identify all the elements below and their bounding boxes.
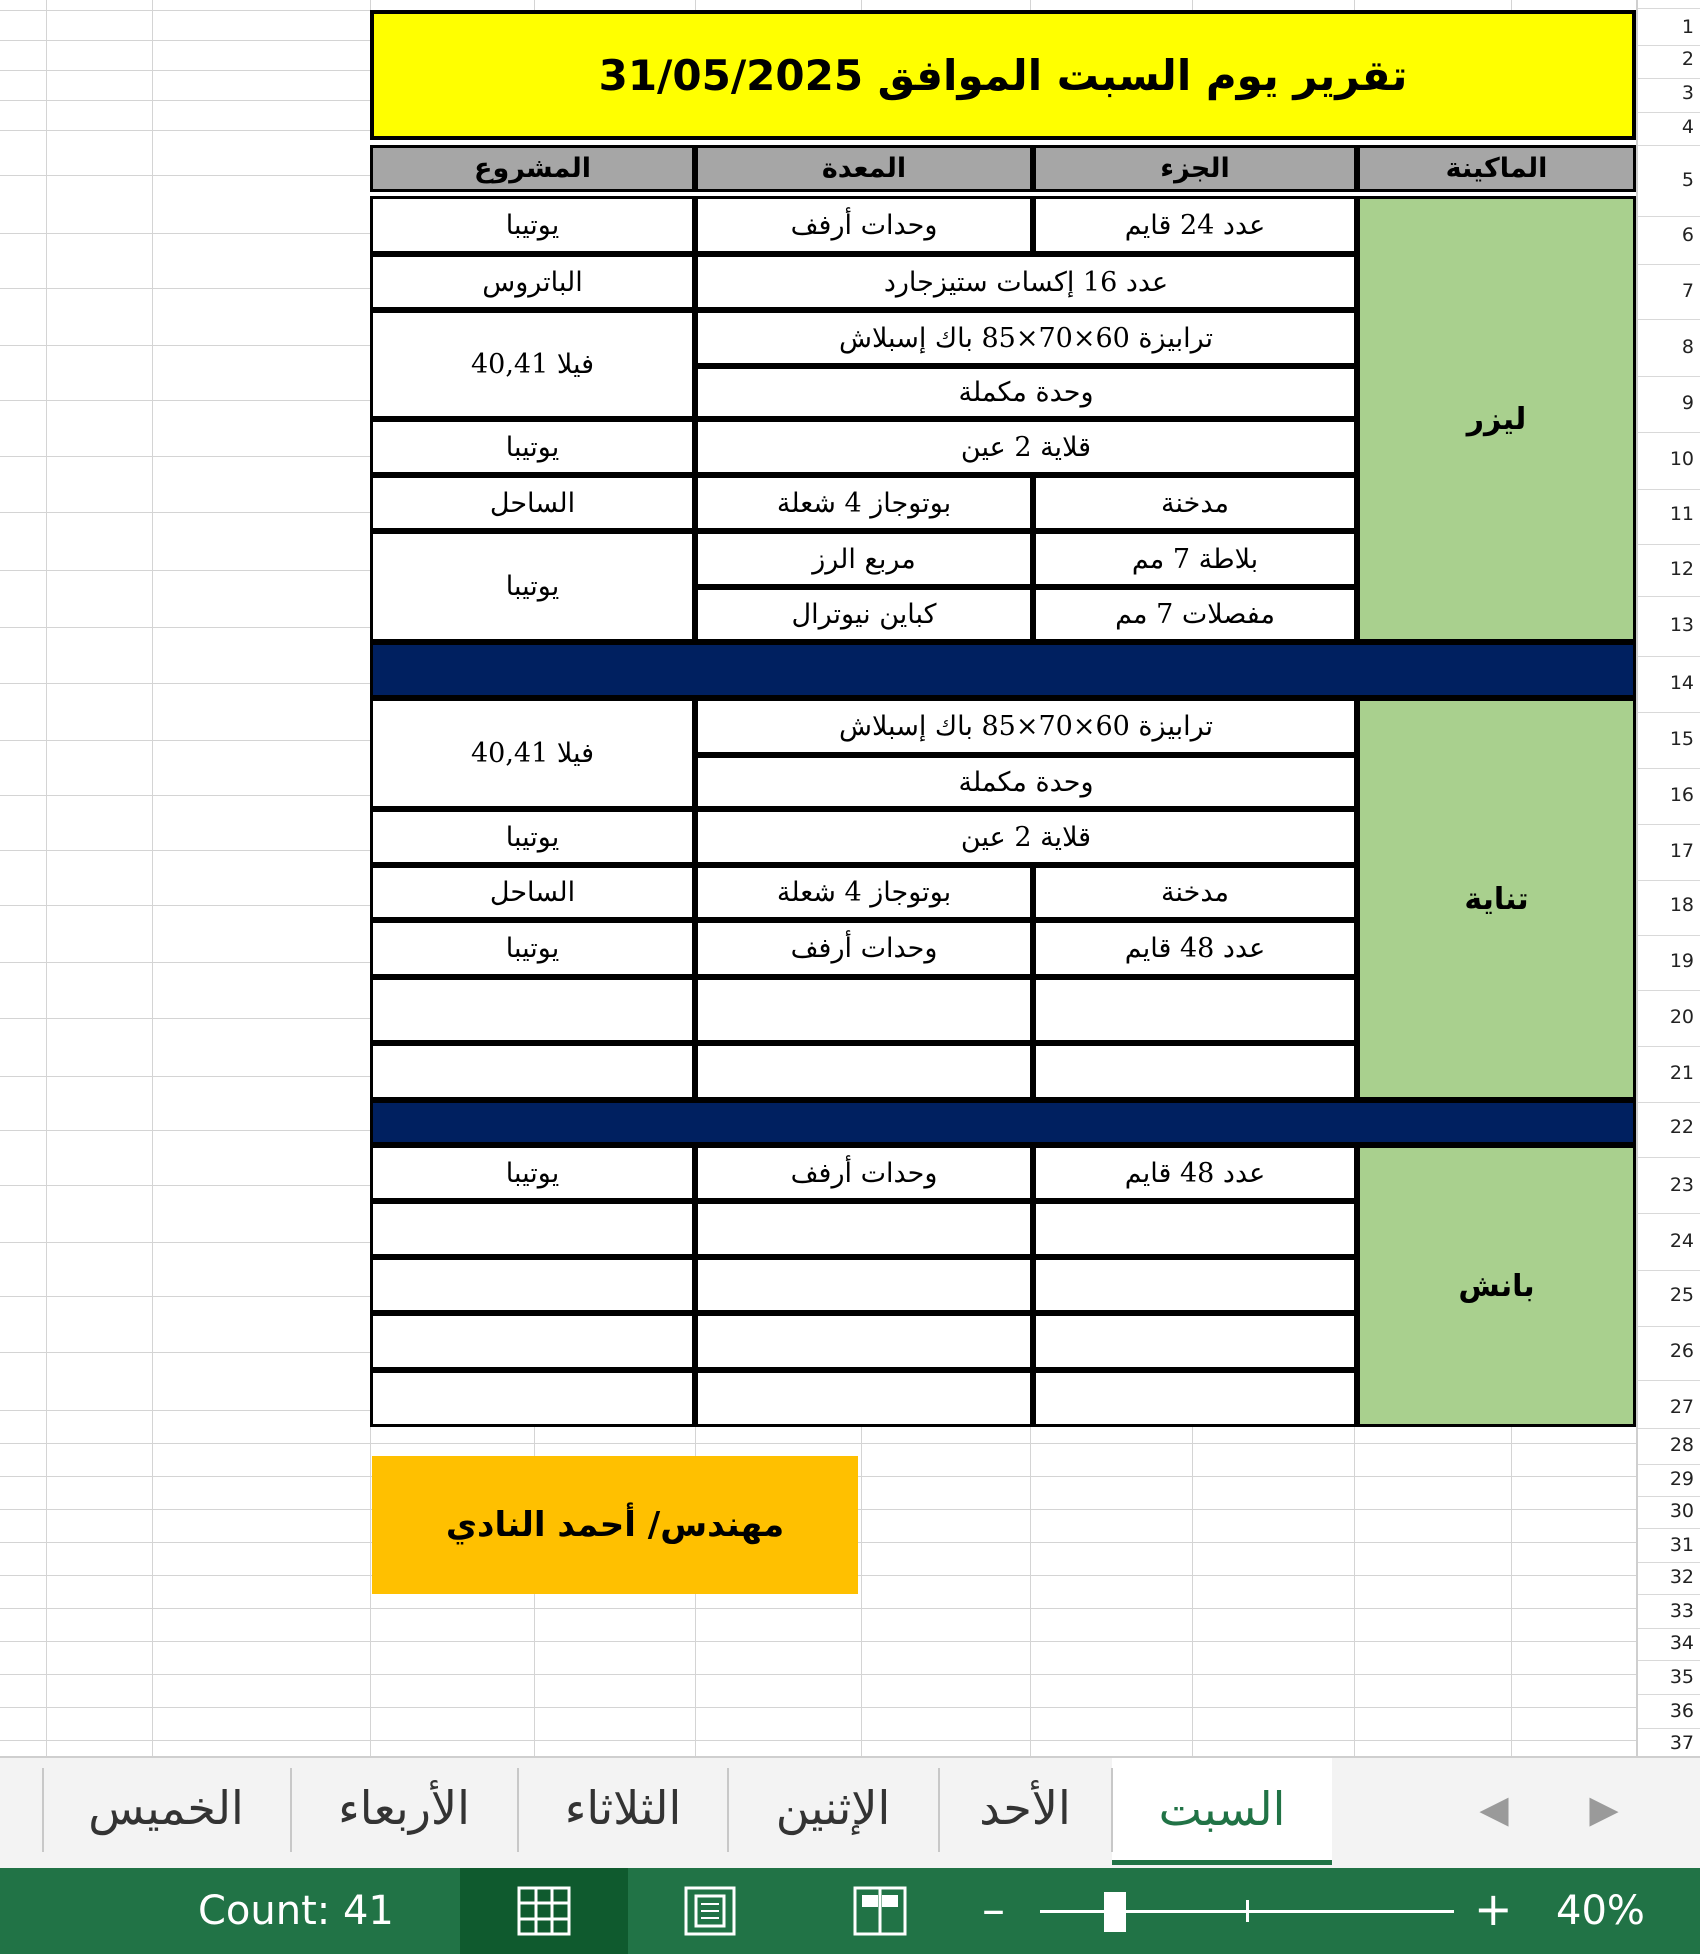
row-number[interactable]: 19 — [1669, 950, 1694, 972]
row-header-divider — [1638, 1270, 1700, 1271]
row-header-divider — [1638, 1694, 1700, 1695]
grid-row-line — [0, 1641, 1636, 1642]
grid-row-line — [0, 1674, 1636, 1675]
row-header-divider — [1638, 880, 1700, 881]
table-cell[interactable]: عدد 48 قايم — [1033, 1145, 1357, 1201]
row-number[interactable]: 27 — [1669, 1396, 1694, 1418]
header-part[interactable]: الجزء — [1033, 145, 1357, 192]
table-cell[interactable]: مدخنة — [1033, 865, 1357, 920]
empty-cell[interactable] — [695, 1043, 1033, 1100]
table-cell[interactable]: فيلا 40,41 — [370, 310, 695, 419]
table-cell[interactable]: وحدة مكملة — [695, 366, 1357, 419]
row-number[interactable]: 10 — [1669, 448, 1694, 470]
empty-cell[interactable] — [695, 977, 1033, 1043]
empty-cell[interactable] — [1033, 1201, 1357, 1257]
empty-cell[interactable] — [1033, 1370, 1357, 1427]
empty-cell[interactable] — [370, 1370, 695, 1427]
empty-cell[interactable] — [695, 1257, 1033, 1313]
table-cell[interactable]: ترابيزة 60×70×85 باك إسبلاش — [695, 310, 1357, 366]
daily-report-table — [370, 10, 1636, 1427]
row-header-divider — [1638, 1562, 1700, 1563]
row-header-divider — [1638, 1496, 1700, 1497]
grid-column-line — [46, 0, 47, 1756]
tab-divider — [290, 1768, 292, 1852]
row-header-divider — [1638, 1628, 1700, 1629]
table-cell[interactable]: مفصلات 7 مم — [1033, 587, 1357, 642]
page-break-view-button[interactable] — [830, 1868, 930, 1954]
tab-divider — [1111, 1768, 1113, 1852]
selection-count: Count: 41 — [198, 1888, 394, 1934]
row-header-divider — [1638, 935, 1700, 936]
row-number[interactable]: 23 — [1669, 1174, 1694, 1196]
row-number[interactable]: 1 — [1681, 16, 1694, 38]
zoom-slider-midpoint — [1246, 1900, 1249, 1922]
table-cell[interactable]: يوتيبا — [370, 196, 695, 254]
row-number[interactable]: 28 — [1669, 1434, 1694, 1456]
prev-sheet-arrow-icon[interactable]: ◀ — [1479, 1787, 1509, 1831]
row-number[interactable]: 18 — [1669, 894, 1694, 916]
table-cell[interactable]: عدد 48 قايم — [1033, 920, 1357, 977]
table-cell[interactable]: مربع الرز — [695, 531, 1033, 587]
machine-punch[interactable]: بانش — [1357, 1145, 1636, 1427]
row-number[interactable]: 3 — [1681, 82, 1694, 104]
row-number[interactable]: 2 — [1681, 48, 1694, 70]
empty-cell[interactable] — [370, 977, 695, 1043]
table-cell[interactable]: يوتيبا — [370, 1145, 695, 1201]
zoom-slider-thumb[interactable] — [1104, 1892, 1126, 1932]
row-header-divider — [1638, 8, 1700, 9]
empty-cell[interactable] — [370, 1201, 695, 1257]
header-project[interactable]: المشروع — [370, 145, 695, 192]
row-number[interactable]: 29 — [1669, 1468, 1694, 1490]
grid-row-line — [0, 1608, 1636, 1609]
machine-bending[interactable]: تناية — [1357, 698, 1636, 1100]
row-header-divider — [1638, 824, 1700, 825]
row-number[interactable]: 17 — [1669, 840, 1694, 862]
table-cell[interactable]: بوتوجاز 4 شعلة — [695, 865, 1033, 920]
table-cell[interactable]: قلاية 2 عين — [695, 419, 1357, 475]
header-machine[interactable]: الماكينة — [1357, 145, 1636, 192]
tab-sunday[interactable]: الأحد — [979, 1781, 1071, 1835]
grid-icon — [516, 1885, 572, 1937]
row-number[interactable]: 31 — [1669, 1534, 1694, 1556]
page-break-icon — [852, 1885, 908, 1937]
row-number[interactable]: 25 — [1669, 1284, 1694, 1306]
normal-view-button[interactable] — [460, 1868, 628, 1954]
row-number[interactable]: 32 — [1669, 1566, 1694, 1588]
empty-cell[interactable] — [1033, 1043, 1357, 1100]
row-number[interactable]: 35 — [1669, 1666, 1694, 1688]
status-bar — [0, 1868, 1700, 1954]
grid-row-line — [0, 1443, 1636, 1444]
row-headers — [1636, 0, 1700, 1756]
section-separator — [370, 642, 1636, 698]
table-cell[interactable]: وحدة مكملة — [695, 755, 1357, 809]
row-number[interactable]: 12 — [1669, 558, 1694, 580]
row-number[interactable]: 20 — [1669, 1006, 1694, 1028]
row-header-divider — [1638, 1213, 1700, 1214]
tab-divider — [727, 1768, 729, 1852]
machine-laser[interactable]: ليزر — [1357, 196, 1636, 642]
row-header-divider — [1638, 1464, 1700, 1465]
empty-cell[interactable] — [370, 1313, 695, 1370]
grid-row-line — [0, 1707, 1636, 1708]
table-cell[interactable]: فيلا 40,41 — [370, 698, 695, 809]
row-number[interactable]: 36 — [1669, 1700, 1694, 1722]
empty-cell[interactable] — [1033, 1313, 1357, 1370]
row-header-divider — [1638, 990, 1700, 991]
tab-divider — [42, 1768, 44, 1852]
table-cell[interactable]: وحدات أرفف — [695, 1145, 1033, 1201]
page-layout-view-button[interactable] — [660, 1868, 760, 1954]
tab-saturday[interactable]: السبت — [1112, 1758, 1332, 1865]
table-cell[interactable]: بوتوجاز 4 شعلة — [695, 475, 1033, 531]
table-cell[interactable]: كباين نيوترال — [695, 587, 1033, 642]
row-header-divider — [1638, 1102, 1700, 1103]
table-cell[interactable]: عدد 24 قايم — [1033, 196, 1357, 254]
row-header-divider — [1638, 1046, 1700, 1047]
grid-column-line — [152, 0, 153, 1756]
table-cell[interactable]: وحدات أرفف — [695, 920, 1033, 977]
table-cell[interactable]: عدد 16 إكسات ستيزجارد — [695, 254, 1357, 310]
row-header-divider — [1638, 216, 1700, 217]
report-title: تقرير يوم السبت الموافق 31/05/2025 — [598, 50, 1408, 100]
row-header-divider — [1638, 489, 1700, 490]
header-equipment[interactable]: المعدة — [695, 145, 1033, 192]
table-cell[interactable]: يوتيبا — [370, 920, 695, 977]
row-number[interactable]: 14 — [1669, 672, 1694, 694]
next-sheet-arrow-icon[interactable]: ▶ — [1589, 1787, 1619, 1831]
grid-row-line — [0, 1740, 1636, 1741]
row-header-divider — [1638, 264, 1700, 265]
empty-cell[interactable] — [370, 1043, 695, 1100]
table-cell[interactable]: الساحل — [370, 475, 695, 531]
row-number[interactable]: 9 — [1681, 392, 1694, 414]
row-number[interactable]: 26 — [1669, 1340, 1694, 1362]
table-cell[interactable]: مدخنة — [1033, 475, 1357, 531]
row-number[interactable]: 13 — [1669, 614, 1694, 636]
row-number[interactable]: 21 — [1669, 1062, 1694, 1084]
row-number[interactable]: 37 — [1669, 1732, 1694, 1754]
row-number[interactable]: 33 — [1669, 1600, 1694, 1622]
table-cell[interactable]: الساحل — [370, 865, 695, 920]
row-number[interactable]: 4 — [1681, 116, 1694, 138]
row-number[interactable]: 11 — [1669, 503, 1694, 525]
empty-cell[interactable] — [695, 1370, 1033, 1427]
table-cell[interactable]: الباتروس — [370, 254, 695, 310]
row-header-divider — [1638, 768, 1700, 769]
table-cell[interactable]: بلاطة 7 مم — [1033, 531, 1357, 587]
row-header-divider — [1638, 1380, 1700, 1381]
row-header-divider — [1638, 596, 1700, 597]
tab-wednesday[interactable]: الأربعاء — [338, 1781, 470, 1835]
row-header-divider — [1638, 1728, 1700, 1729]
table-cell[interactable]: يوتيبا — [370, 419, 695, 475]
engineer-signature-cell[interactable]: مهندس/ أحمد النادي — [372, 1456, 858, 1594]
zoom-level[interactable]: 40% — [1556, 1888, 1645, 1934]
zoom-in-button[interactable]: + — [1474, 1882, 1513, 1936]
table-cell[interactable]: يوتيبا — [370, 809, 695, 865]
empty-cell[interactable] — [695, 1313, 1033, 1370]
row-number[interactable]: 24 — [1669, 1230, 1694, 1252]
row-header-divider — [1638, 78, 1700, 79]
empty-cell[interactable] — [370, 1257, 695, 1313]
section-separator — [370, 1100, 1636, 1145]
sheet-tab-bar — [0, 1756, 1700, 1870]
tab-monday[interactable]: الإثنين — [775, 1781, 891, 1835]
table-cell[interactable]: قلاية 2 عين — [695, 809, 1357, 865]
zoom-out-button[interactable]: – — [982, 1882, 1005, 1936]
row-number[interactable]: 34 — [1669, 1632, 1694, 1654]
row-number[interactable]: 5 — [1681, 169, 1694, 191]
row-header-divider — [1638, 45, 1700, 46]
empty-cell[interactable] — [695, 1201, 1033, 1257]
tab-divider — [517, 1768, 519, 1852]
table-cell[interactable]: ترابيزة 60×70×85 باك إسبلاش — [695, 698, 1357, 755]
page-layout-icon — [682, 1885, 738, 1937]
row-header-divider — [1638, 1594, 1700, 1595]
row-number[interactable]: 16 — [1669, 784, 1694, 806]
tab-thursday[interactable]: الخميس — [88, 1781, 244, 1835]
row-number[interactable]: 7 — [1681, 280, 1694, 302]
row-header-divider — [1638, 656, 1700, 657]
row-number[interactable]: 22 — [1669, 1116, 1694, 1138]
table-cell[interactable]: وحدات أرفف — [695, 196, 1033, 254]
tab-tuesday[interactable]: الثلاثاء — [564, 1781, 682, 1835]
row-header-divider — [1638, 432, 1700, 433]
row-header-divider — [1638, 1660, 1700, 1661]
row-header-divider — [1638, 1428, 1700, 1429]
row-number[interactable]: 8 — [1681, 336, 1694, 358]
row-header-divider — [1638, 145, 1700, 146]
row-header-divider — [1638, 376, 1700, 377]
empty-cell[interactable] — [1033, 1257, 1357, 1313]
table-cell[interactable]: يوتيبا — [370, 531, 695, 642]
row-number[interactable]: 15 — [1669, 728, 1694, 750]
row-number[interactable]: 6 — [1681, 224, 1694, 246]
row-header-divider — [1638, 712, 1700, 713]
row-header-divider — [1638, 112, 1700, 113]
row-header-divider — [1638, 544, 1700, 545]
tab-divider — [938, 1768, 940, 1852]
row-header-divider — [1638, 1157, 1700, 1158]
row-header-divider — [1638, 1528, 1700, 1529]
row-header-divider — [1638, 1326, 1700, 1327]
report-title-cell[interactable] — [370, 10, 1636, 140]
row-number[interactable]: 30 — [1669, 1500, 1694, 1522]
row-header-divider — [1638, 319, 1700, 320]
empty-cell[interactable] — [1033, 977, 1357, 1043]
